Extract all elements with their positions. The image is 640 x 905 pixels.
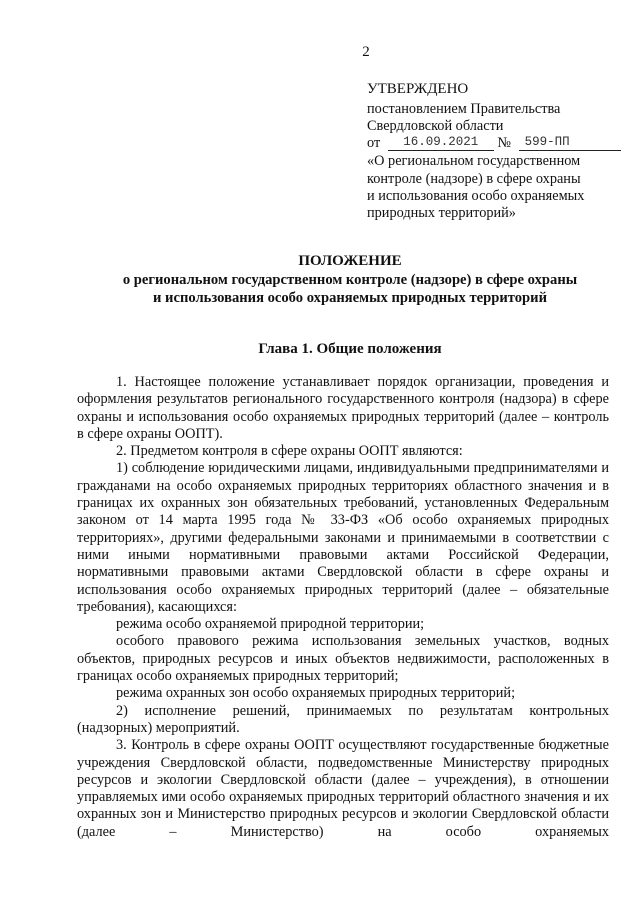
paragraph: особого правового режима использования земельных участков, водных объектов, природных ресурсов и иных объектов недвижимости, расположенных в границах особо охраняемых природных территорий; xyxy=(77,633,609,685)
paragraph: 3. Контроль в сфере охраны ООПТ осуществляют государственные бюджетные учреждения Свердловской области, подведомственные Министерству природных ресурсов и экологии Свердловской области (далее – учреждения), в отношении управляемых ими особо охраняемых природных территорий областного значения и их охранных зон и Министерство природных ресурсов и экологии Свердловской области (далее – Министерство) на особо охраняемых xyxy=(77,737,609,840)
approval-date-number-line xyxy=(367,135,617,153)
paragraph: режима особо охраняемой природной территории; xyxy=(116,616,425,633)
number-label: № xyxy=(497,135,512,152)
approval-heading: УТВЕРЖДЕНО xyxy=(367,81,469,97)
approval-quote-1: «О региональном государственном xyxy=(367,153,581,170)
from-label: от xyxy=(367,135,381,152)
paragraph: режима охранных зон особо охраняемых природных территорий; xyxy=(116,685,516,702)
approval-stamp xyxy=(367,80,617,222)
page-number: 2 xyxy=(362,44,370,60)
approval-line-2: Свердловской области xyxy=(367,118,504,135)
decree-date: 16.09.2021 xyxy=(388,135,494,151)
title-sub-2: и использования особо охраняемых природных территорий xyxy=(153,290,547,306)
approval-quote-4: природных территорий» xyxy=(367,205,516,222)
paragraph: 2) исполнение решений, принимаемых по результатам контрольных (надзорных) мероприятий. xyxy=(77,702,609,736)
chapter-heading: Глава 1. Общие положения xyxy=(258,341,442,357)
decree-number: 599-ПП xyxy=(519,135,621,151)
document-body xyxy=(77,374,609,841)
title-main: ПОЛОЖЕНИЕ xyxy=(298,253,402,269)
approval-line-1: постановлением Правительства xyxy=(367,101,561,117)
paragraph: 2. Предметом контроля в сфере охраны ООПТ являются: xyxy=(116,443,463,460)
approval-quote-2: контроле (надзоре) в сфере охраны xyxy=(367,170,581,187)
paragraph: 1. Настоящее положение устанавливает порядок организации, проведения и оформления результатов регионального государственного контроля (надзора) в сфере охраны и использования особо охраняемых природных территорий (далее – контроль в сфере охраны ООПТ). xyxy=(77,374,609,442)
document-title xyxy=(70,252,630,307)
approval-quote-3: и использования особо охраняемых xyxy=(367,187,585,204)
paragraph: 1) соблюдение юридическими лицами, индивидуальными предпринимателями и гражданами на особо охраняемых природных территориях областного значения и в границах их охранных зон обязательных требований, установленных Федеральным законом от 14 марта 1995 года № 33-ФЗ «Об особо охраняемых природных территориях», другими федеральными законами и принимаемыми в соответствии с ними иными нормативными правовыми актами Российской Федерации, нормативными правовыми актами Свердловской области в сфере охраны и использования особо охраняемых природных территорий (далее – обязательные требования), касающихся: xyxy=(77,460,609,615)
title-sub-1: о региональном государственном контроле (надзоре) в сфере охраны xyxy=(122,272,578,288)
